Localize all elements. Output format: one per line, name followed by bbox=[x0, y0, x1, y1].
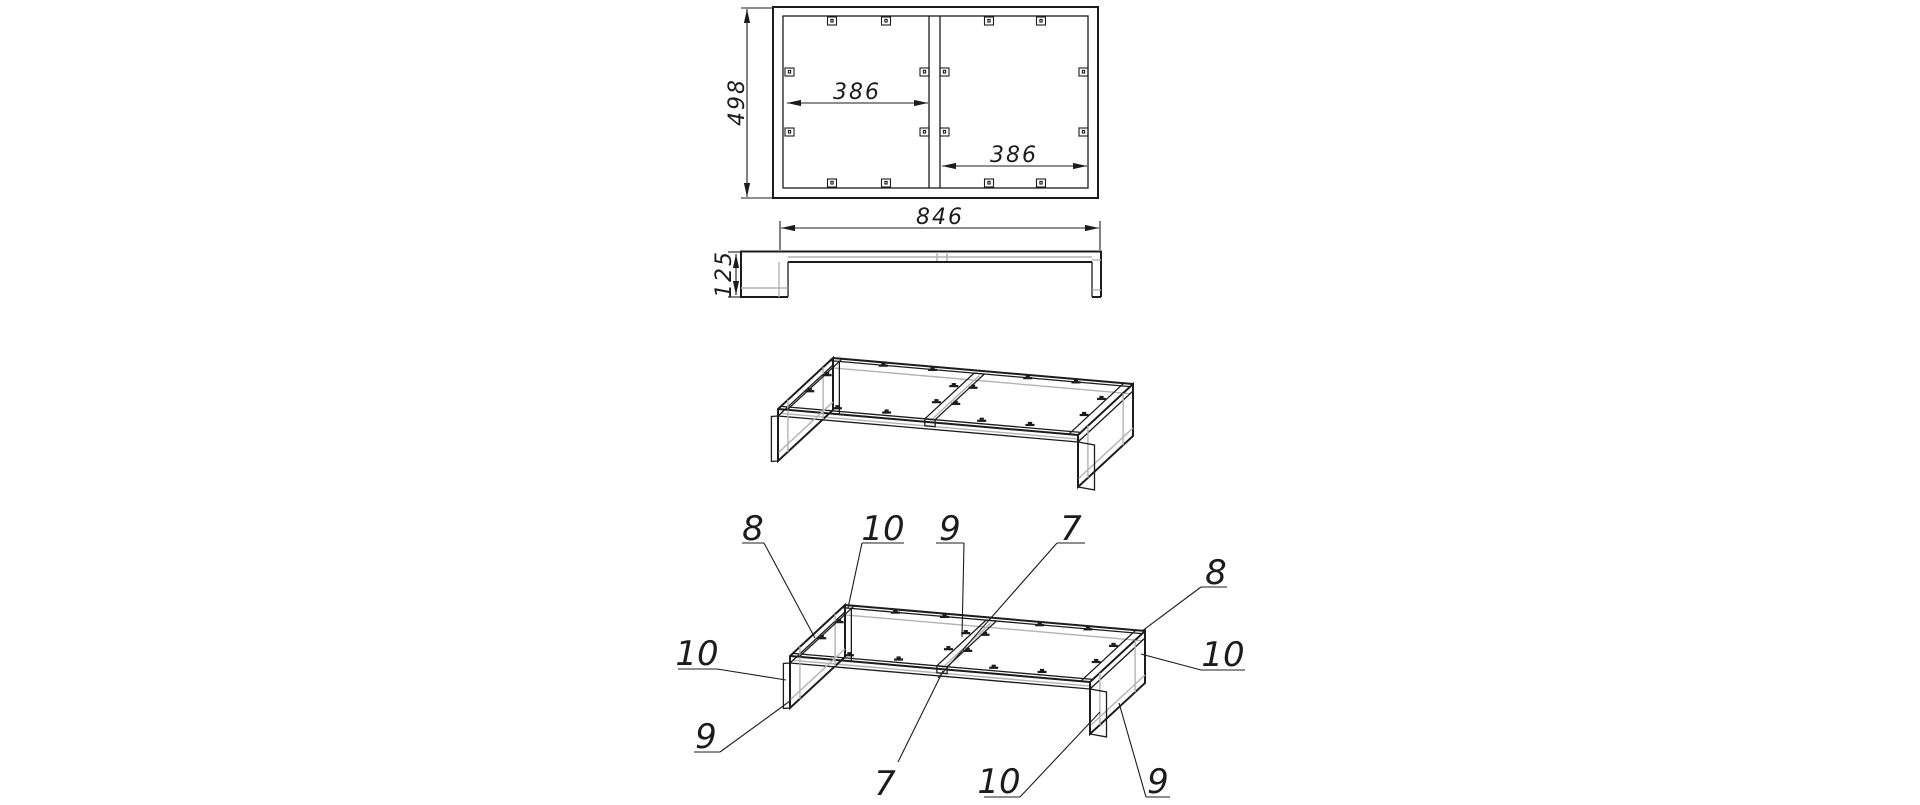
isometric-view bbox=[771, 358, 1133, 490]
clip-bracket-tab bbox=[1082, 70, 1084, 73]
clip-mark bbox=[882, 411, 891, 413]
clip-bracket-tab bbox=[943, 70, 945, 73]
clip-mark bbox=[885, 409, 889, 411]
middle-rail-hidden-line bbox=[930, 376, 979, 422]
clip-mark bbox=[1040, 669, 1044, 671]
clip-bracket bbox=[920, 128, 929, 136]
clip-bracket bbox=[985, 179, 994, 187]
callout-label-10: 10 bbox=[675, 634, 719, 674]
clip-mark bbox=[825, 372, 829, 374]
callout-leader bbox=[1142, 587, 1201, 631]
clip-bracket-tab bbox=[1040, 19, 1042, 22]
clip-bracket-tab bbox=[885, 181, 887, 184]
clip-mark bbox=[940, 616, 949, 618]
callout-label-10: 10 bbox=[1201, 635, 1245, 675]
clip-mark bbox=[1035, 624, 1044, 626]
clip-mark bbox=[835, 621, 844, 623]
callout-label-8: 8 bbox=[1205, 553, 1227, 593]
top-view-dimensions bbox=[725, 8, 1087, 198]
clip-mark bbox=[944, 648, 953, 650]
clip-bracket bbox=[920, 68, 929, 76]
clip-mark bbox=[951, 403, 960, 405]
callout-label-7: 7 bbox=[874, 764, 896, 804]
clip-bracket-tab bbox=[988, 181, 990, 184]
clip-mark bbox=[966, 648, 970, 650]
clip-mark bbox=[897, 656, 901, 658]
clip-mark bbox=[981, 634, 990, 636]
end-cap-hidden-line bbox=[1078, 428, 1133, 479]
middle-rail-back-end bbox=[974, 373, 984, 374]
clip-mark bbox=[954, 401, 958, 403]
clip-bracket bbox=[1079, 128, 1088, 136]
middle-rail-edge bbox=[937, 620, 986, 666]
end-cap-hidden-line bbox=[1090, 675, 1145, 726]
clip-mark bbox=[1094, 659, 1098, 661]
clip-mark bbox=[894, 658, 903, 660]
clip-mark bbox=[879, 365, 888, 367]
clip-mark bbox=[820, 635, 824, 637]
clip-mark bbox=[1038, 622, 1042, 624]
clip-mark bbox=[963, 650, 972, 652]
clip-bracket bbox=[1079, 68, 1088, 76]
clip-bracket-tab bbox=[1040, 181, 1042, 184]
clip-mark bbox=[1023, 377, 1032, 379]
clip-bracket bbox=[940, 68, 949, 76]
clip-mark bbox=[1111, 643, 1115, 645]
clip-mark bbox=[891, 612, 900, 614]
callout-leader bbox=[962, 543, 964, 637]
clip-mark bbox=[971, 385, 975, 387]
clip-mark bbox=[808, 388, 812, 390]
back-rail-outer-edge bbox=[833, 358, 1133, 384]
clip-mark bbox=[1074, 379, 1078, 381]
clip-mark bbox=[964, 630, 968, 632]
clip-mark bbox=[893, 610, 897, 612]
clip-mark bbox=[992, 665, 996, 667]
clip-mark bbox=[1082, 412, 1086, 414]
clip-mark bbox=[1109, 645, 1118, 647]
clip-bracket-tab bbox=[923, 130, 925, 133]
clip-bracket bbox=[882, 17, 891, 25]
middle-rail-edge bbox=[925, 373, 974, 419]
clip-mark bbox=[845, 654, 854, 656]
clip-bracket-tab bbox=[831, 19, 833, 22]
top-view-clip-brackets bbox=[785, 17, 1088, 187]
clip-mark bbox=[1083, 628, 1092, 630]
clip-mark bbox=[1092, 661, 1101, 663]
clip-bracket-tab bbox=[885, 19, 887, 22]
clip-bracket bbox=[828, 179, 837, 187]
callout-label-9: 9 bbox=[939, 509, 961, 549]
clip-bracket-tab bbox=[831, 181, 833, 184]
clip-bracket bbox=[828, 17, 837, 25]
clip-mark bbox=[1026, 424, 1035, 426]
callout-leader bbox=[764, 543, 815, 638]
clip-mark bbox=[835, 405, 839, 407]
frame-inner-outline bbox=[783, 16, 1088, 188]
clip-bracket bbox=[785, 68, 794, 76]
callout-label-10: 10 bbox=[861, 509, 905, 549]
clip-bracket-tab bbox=[988, 19, 990, 22]
dimension-text-386-right: 386 bbox=[990, 143, 1038, 168]
callout-label-9: 9 bbox=[1147, 762, 1169, 802]
clip-mark bbox=[1038, 671, 1047, 673]
clip-bracket-tab bbox=[788, 70, 790, 73]
clip-mark bbox=[977, 420, 986, 422]
dimension-text-125: 125 bbox=[712, 250, 737, 298]
clip-bracket-tab bbox=[788, 130, 790, 133]
clip-bracket bbox=[1037, 179, 1046, 187]
callout-leader bbox=[1141, 654, 1201, 670]
clip-mark bbox=[946, 646, 950, 648]
clip-bracket-tab bbox=[923, 70, 925, 73]
clip-mark bbox=[837, 619, 841, 621]
clip-mark bbox=[989, 667, 998, 669]
clip-mark bbox=[847, 652, 851, 654]
callouts bbox=[675, 509, 1245, 804]
clip-mark bbox=[932, 401, 941, 403]
clip-bracket-tab bbox=[943, 130, 945, 133]
clip-mark bbox=[1071, 381, 1080, 383]
callout-label-9: 9 bbox=[695, 717, 717, 757]
callout-leader bbox=[938, 543, 1057, 678]
clip-mark bbox=[1086, 626, 1090, 628]
clip-mark bbox=[1080, 414, 1089, 416]
clip-bracket bbox=[882, 179, 891, 187]
clip-mark bbox=[930, 367, 934, 369]
clip-mark bbox=[1097, 398, 1106, 400]
clip-mark bbox=[983, 632, 987, 634]
clip-mark bbox=[934, 399, 938, 401]
clip-mark bbox=[1028, 422, 1032, 424]
clip-mark bbox=[805, 390, 814, 392]
annotated-view bbox=[675, 509, 1245, 804]
clip-mark bbox=[980, 418, 984, 420]
callout-label-8: 8 bbox=[742, 509, 764, 549]
side-view bbox=[712, 205, 1102, 298]
clip-mark bbox=[1099, 396, 1103, 398]
callout-leader bbox=[1020, 712, 1100, 797]
annotated-frame bbox=[783, 605, 1145, 737]
clip-mark bbox=[823, 374, 832, 376]
callout-label-7: 7 bbox=[1060, 509, 1082, 549]
dimension-text-498: 498 bbox=[725, 78, 750, 126]
clip-mark bbox=[928, 369, 937, 371]
callout-leader bbox=[898, 671, 943, 762]
clip-mark bbox=[952, 383, 956, 385]
clip-bracket bbox=[785, 128, 794, 136]
clip-mark bbox=[881, 363, 885, 365]
clip-mark bbox=[817, 637, 826, 639]
dimension-text-846: 846 bbox=[916, 205, 964, 230]
back-rail-outer-edge bbox=[845, 605, 1145, 631]
clip-mark bbox=[969, 387, 978, 389]
callout-leader bbox=[848, 543, 862, 608]
clip-bracket bbox=[985, 17, 994, 25]
dimension-text-386-left: 386 bbox=[833, 80, 881, 105]
clip-bracket bbox=[1037, 17, 1046, 25]
clip-mark bbox=[1026, 375, 1030, 377]
clip-mark bbox=[942, 614, 946, 616]
callout-leader bbox=[720, 701, 790, 752]
clip-bracket-tab bbox=[1082, 130, 1084, 133]
clip-mark bbox=[833, 407, 842, 409]
callout-leader bbox=[1119, 703, 1146, 797]
clip-mark bbox=[949, 385, 958, 387]
callout-label-10: 10 bbox=[977, 762, 1021, 802]
top-view bbox=[725, 7, 1098, 198]
callout-leader bbox=[717, 669, 786, 680]
clip-bracket bbox=[940, 128, 949, 136]
middle-rail-edge bbox=[935, 374, 984, 420]
